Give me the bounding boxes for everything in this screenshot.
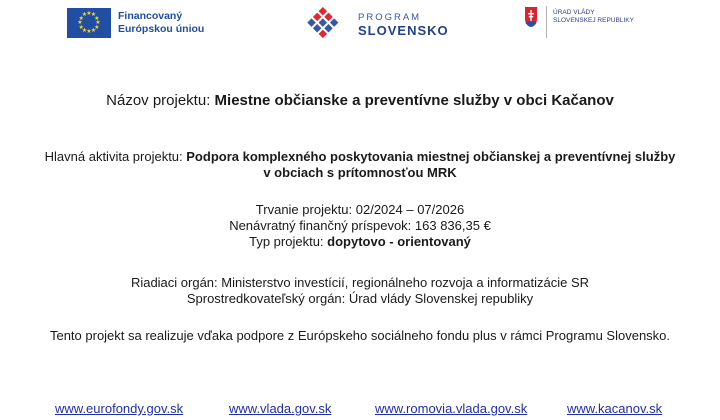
project-name-label: Názov projektu: xyxy=(106,92,215,109)
logo-bar xyxy=(0,0,720,50)
project-duration: Trvanie projektu: 02/2024 – 07/2026 xyxy=(255,202,465,217)
urad-line1: ÚRAD VLÁDY xyxy=(553,9,595,16)
project-type-label: Typ projektu: xyxy=(249,234,328,249)
managing-body: Riadiaci orgán: Ministerstvo investícií, regionálneho rozvoja a informatizácie SR xyxy=(130,275,590,290)
link-vlada[interactable]: www.vlada.gov.sk xyxy=(229,401,332,416)
eu-logo-line1: Financovaný xyxy=(118,10,183,22)
logo-divider xyxy=(546,6,547,38)
program-slovensko-mark-icon xyxy=(290,7,350,41)
project-type-value: dopytovo - orientovaný xyxy=(327,234,471,249)
project-name-value: Miestne občianske a preventívne služby v obci Kačanov xyxy=(214,92,614,109)
urad-vlady-logo xyxy=(524,6,634,38)
eu-logo-line2: Európskou úniou xyxy=(118,23,205,35)
eu-star-icon: ★ xyxy=(86,29,92,35)
main-activity-value-1: Podpora komplexného poskytovania miestnej občianskej a preventívnej služby xyxy=(186,149,676,164)
eu-star-icon: ★ xyxy=(94,24,100,31)
program-slovensko-logo xyxy=(290,7,449,41)
project-type xyxy=(0,234,720,250)
eu-logo xyxy=(67,8,204,38)
slovak-coat-of-arms-icon xyxy=(524,6,538,28)
eu-star-icon: ★ xyxy=(95,20,101,26)
eu-star-icon: ★ xyxy=(81,27,88,34)
eu-star-icon: ★ xyxy=(81,12,88,19)
eu-star-icon: ★ xyxy=(78,15,84,22)
link-eurofondy[interactable]: www.eurofondy.gov.sk xyxy=(55,401,184,416)
eu-flag-icon xyxy=(67,8,111,38)
link-kacanov[interactable]: www.kacanov.sk xyxy=(567,401,663,416)
eu-star-icon: ★ xyxy=(94,15,100,22)
main-activity-line1 xyxy=(0,149,720,165)
project-name xyxy=(0,91,720,111)
eu-star-icon: ★ xyxy=(86,11,92,17)
funding-note: Tento projekt sa realizuje vďaka podpore z Európskeho sociálneho fondu plus v rámci Programu Slovensko. xyxy=(49,328,671,343)
slovensko-label: SLOVENSKO xyxy=(358,23,449,38)
program-label: PROGRAM xyxy=(358,12,422,23)
project-details xyxy=(0,202,720,250)
urad-vlady-text xyxy=(553,9,634,25)
bodies xyxy=(0,275,720,307)
intermediate-body: Sprostredkovateľský orgán: Úrad vlády Slovenskej republiky xyxy=(186,291,534,306)
main-activity-label: Hlavná aktivita projektu: xyxy=(44,149,187,164)
project-contribution: Nenávratný finančný príspevok: 163 836,35 € xyxy=(229,218,491,233)
program-slovensko-text xyxy=(358,11,449,37)
main-activity xyxy=(0,149,720,181)
main-activity-line2 xyxy=(0,165,720,181)
eu-star-icon: ★ xyxy=(90,27,97,34)
eu-logo-text xyxy=(118,10,204,36)
eu-star-icon: ★ xyxy=(90,12,97,19)
main-activity-value-2: v obciach s prítomnosťou MRK xyxy=(263,165,457,180)
link-romovia[interactable]: www.romovia.vlada.gov.sk xyxy=(375,401,528,416)
urad-line2: SLOVENSKEJ REPUBLIKY xyxy=(553,17,634,24)
eu-star-icon: ★ xyxy=(78,24,84,31)
eu-star-icon: ★ xyxy=(77,20,83,26)
